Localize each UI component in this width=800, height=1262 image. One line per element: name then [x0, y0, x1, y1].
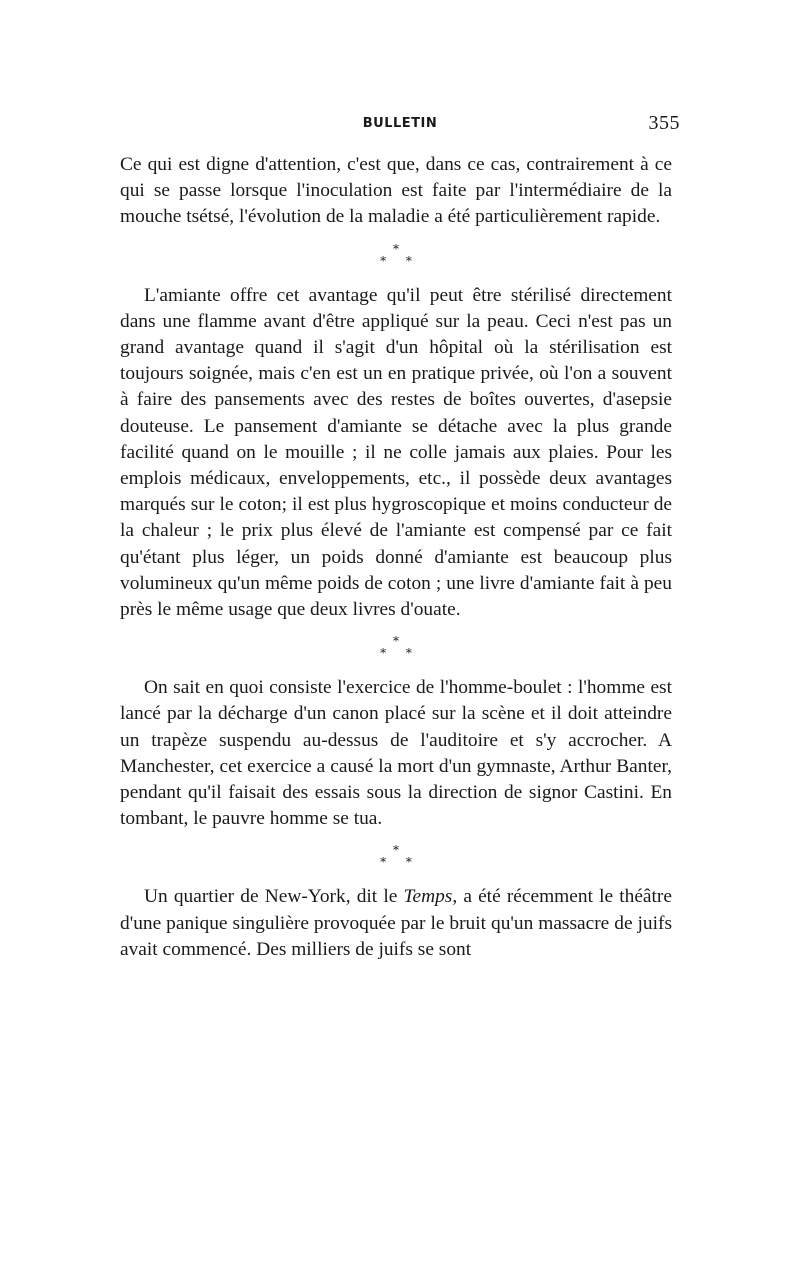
paragraph-tsetse: Ce qui est digne d'attention, c'est que, dans ce cas, contrairement à ce qui se passe lorsque l'inoculation est faite par l'intermédiaire de la mouche tsétsé, l'évolution de la maladie a été particulièrement rapide. [120, 154, 672, 228]
asterism-bottom: * * [380, 646, 420, 661]
asterism-separator [120, 231, 672, 283]
page-header [120, 112, 680, 140]
asterism-top: * [393, 634, 399, 649]
asterism-top: * [393, 843, 399, 858]
paragraph-homme-boulet: On sait en quoi consiste l'exercice de l'homme-boulet : l'homme est lancé par la décharge d'un canon placé sur la scène et il doit atteindre un trapèze suspendu au-dessus de l'auditoire et s'y accrocher. A Manchester, cet exercice a causé la mort d'un gymnaste, Arthur Banter, pendant qu'il faisait des essais sous la direction de signor Castini. En tombant, le pauvre homme se tua. [120, 677, 672, 830]
asterism-bottom: * * [380, 855, 420, 870]
asterism-separator [120, 832, 672, 884]
paragraph-amiante: L'amiante offre cet avantage qu'il peut être stérilisé directement dans une flamme avant d'être appliqué sur la peau. Ceci n'est pas un grand avantage quand il s'agit d'un hôpital où la stérilisation est toujours soignée, mais c'en est un en pratique privée, où l'on a souvent à faire des pansements avec des restes de boîtes ouvertes, d'asepsie douteuse. Le pansement d'amiante se détache avec la plus grande facilité quand on le mouille ; il ne colle jamais aux plaies. Pour les emplois médicaux, enveloppements, etc., il possède deux avantages marqués sur le coton; il est plus hygroscopique et moins conducteur de la chaleur ; le prix plus élevé de l'amiante est compensé par ce fait qu'étant plus léger, un poids donné d'amiante est beaucoup plus volumineux qu'un même poids de coton ; une livre d'amiante fait à peu près le même usage que deux livres d'ouate. [120, 284, 672, 621]
asterism-bottom: * * [380, 253, 420, 268]
newspaper-title: Temps [403, 886, 453, 908]
paragraph-new-york [120, 884, 672, 963]
body-text [120, 152, 672, 963]
page-number: 355 [648, 112, 680, 134]
asterism-top: * [393, 241, 399, 256]
new-york-text-after: , a été récemment le théâtre d'une panique singulière provoquée par le bruit qu'un massacre de juifs avait commencé. Des milliers de juifs se sont [120, 886, 672, 960]
asterism-separator [120, 623, 672, 675]
new-york-text-before: Un quartier de New-York, dit le [144, 886, 404, 908]
running-head: BULLETIN [362, 116, 438, 131]
